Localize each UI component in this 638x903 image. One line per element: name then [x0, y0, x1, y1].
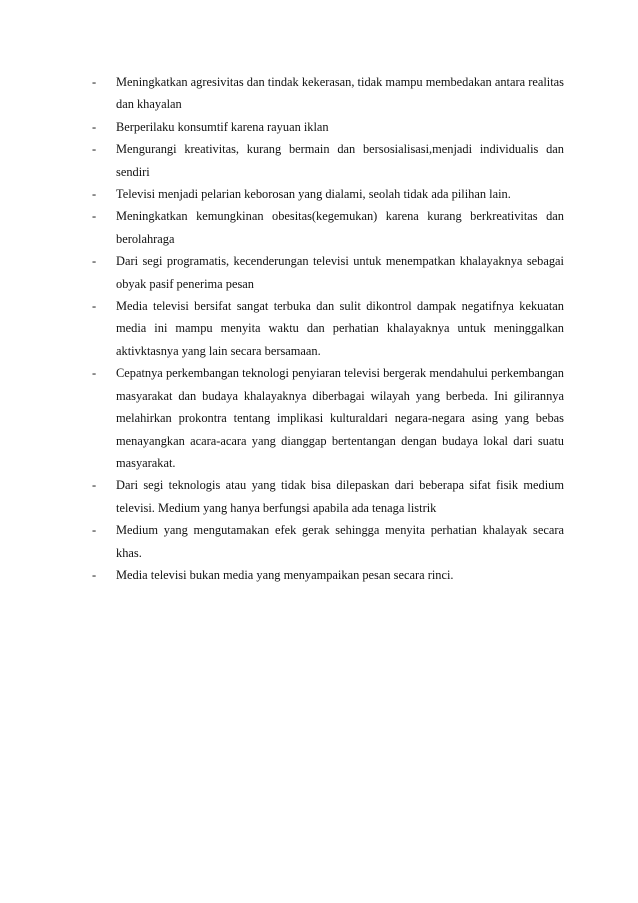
bullet-dash: -: [92, 119, 97, 134]
list-item-text: Meningkatkan kemungkinan obesitas(kegemukan) karena kurang berkreativitas dan berolahraga: [116, 209, 564, 246]
bullet-dash: -: [92, 299, 97, 314]
bullet-dash: -: [92, 187, 97, 202]
impact-bullet-list: [92, 71, 564, 586]
list-item-text: Dari segi teknologis atau yang tidak bisa dilepaskan dari beberapa sifat fisik medium televisi. Medium yang hanya berfungsi apabila ada tenaga listrik: [116, 478, 564, 515]
list-item-text: Cepatnya perkembangan teknologi penyiaran televisi bergerak mendahului perkembangan masyarakat dan budaya khalayaknya diberbagai wilayah yang berbeda. Ini gilirannya melahirkan prokontra tentang implikasi kulturaldari negara-negara asing yang bebas menayangkan acara-acara yang dianggap bertentangan dengan budaya lokal dari suatu masyarakat.: [116, 366, 564, 470]
list-item: [92, 183, 564, 205]
list-item: [92, 474, 564, 519]
list-item-text: Meningkatkan agresivitas dan tindak kekerasan, tidak mampu membedakan antara realitas dan khayalan: [116, 75, 564, 112]
bullet-dash: -: [92, 209, 97, 224]
bullet-dash: -: [92, 75, 97, 89]
list-item-text: Dari segi programatis, kecenderungan televisi untuk menempatkan khalayaknya sebagai obyak pasif penerima pesan: [116, 254, 564, 291]
list-item: [92, 116, 564, 138]
bullet-dash: -: [92, 142, 97, 157]
bullet-dash: -: [92, 523, 97, 538]
list-item: [92, 362, 564, 474]
list-item-text: Berperilaku konsumtif karena rayuan iklan: [116, 119, 329, 134]
bullet-dash: -: [92, 254, 97, 269]
list-item-text: Mengurangi kreativitas, kurang bermain dan bersosialisasi,menjadi individualis dan sendiri: [116, 142, 564, 179]
list-item-text: Televisi menjadi pelarian keborosan yang dialami, seolah tidak ada pilihan lain.: [116, 187, 511, 202]
list-item: [92, 564, 564, 586]
list-item: [92, 250, 564, 295]
list-item: [92, 519, 564, 564]
list-item-text: Media televisi bukan media yang menyampaikan pesan secara rinci.: [116, 567, 454, 582]
bullet-dash: -: [92, 478, 97, 493]
list-item-text: Media televisi bersifat sangat terbuka dan sulit dikontrol dampak negatifnya kekuatan media ini mampu menyita waktu dan perhatian khalayaknya untuk meninggalkan aktivktasnya yang lain secara bersamaan.: [116, 299, 564, 358]
list-item-text: Medium yang mengutamakan efek gerak sehingga menyita perhatian khalayak secara khas.: [116, 523, 564, 560]
list-item: [92, 295, 564, 362]
list-item: [92, 205, 564, 250]
list-item: [92, 138, 564, 183]
list-item: [92, 71, 564, 116]
bullet-dash: -: [92, 567, 97, 582]
bullet-dash: -: [92, 366, 97, 381]
